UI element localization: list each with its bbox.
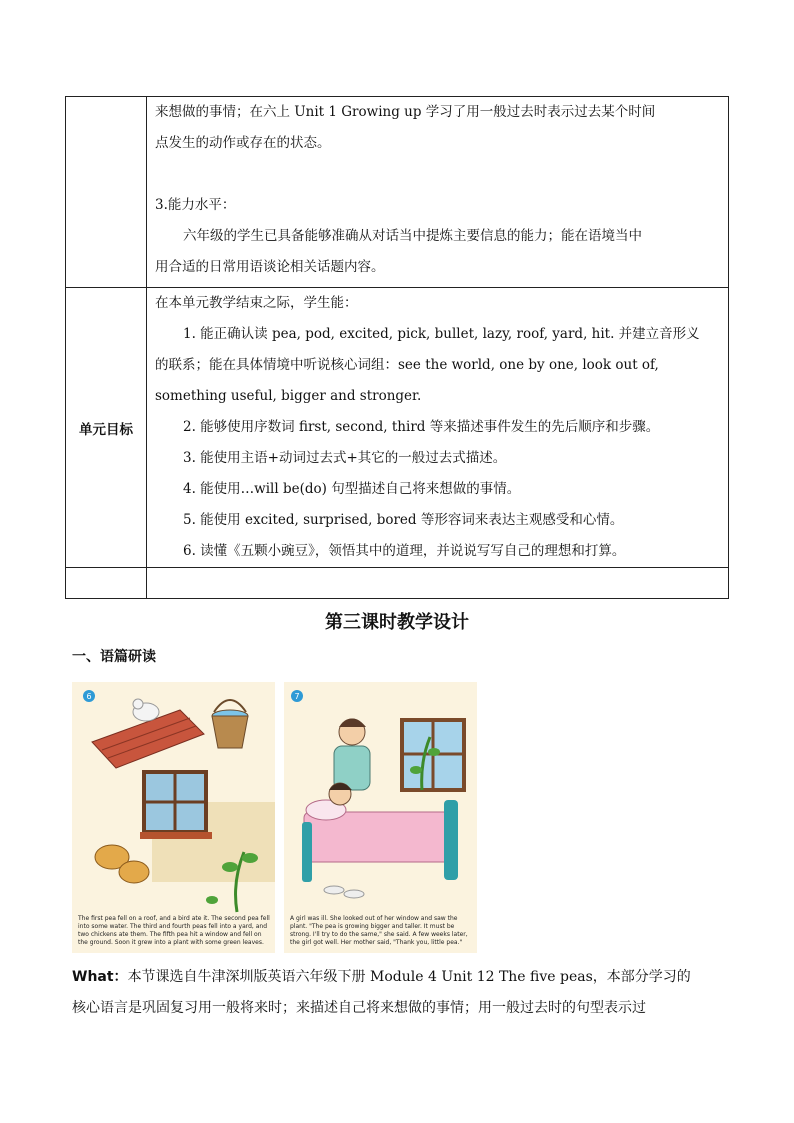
table-row (66, 97, 729, 288)
what-paragraph-cont: 核心语言是巩固复习用一般将来时；来描述自己将来想做的事情；用一般过去时的句型表示过 (72, 1000, 646, 1016)
panel-caption: A girl was ill. She looked out of her window and saw the plant. "The pea is growing bigger and taller. It must be strong. I'll try to do the same," she said. A few weeks later, the girl got well. Her mother said, "Thank you, little pea." (290, 915, 468, 946)
table-row (66, 568, 729, 599)
section-heading: 一、语篇研读 (72, 649, 156, 665)
goal-item: 5. 能使用 excited, surprised, bored 等形容词来表达主观感受和心情。 (183, 512, 624, 528)
goal-item: 3. 能使用主语+动词过去式+其它的一般过去式描述。 (183, 450, 507, 466)
row-label-empty (66, 568, 147, 599)
empty-cell (147, 568, 729, 599)
goal-item: 的联系；能在具体情境中听说核心词组：see the world, one by one, look out of, (155, 357, 659, 373)
unit-plan-table (65, 96, 729, 599)
panel-caption: The first pea fell on a roof, and a bird ate it. The second pea fell into some water. The third and fourth peas fell into a yard, and two chickens ate them. The fifth pea hit a window and fell on the ground. Soon it grew into a plant with some green leaves. (78, 915, 270, 946)
goal-item: something useful, bigger and stronger. (155, 388, 422, 404)
student-analysis-cell (147, 97, 729, 288)
text-line: 六年级的学生已具备能够准确从对话当中提炼主要信息的能力；能在语境当中 (183, 228, 642, 244)
text-line: 点发生的动作或存在的状态。 (155, 135, 331, 151)
goal-item: 2. 能够使用序数词 first, second, third 等来描述事件发生的先后顺序和步骤。 (183, 419, 660, 435)
what-label: What： (72, 969, 128, 985)
text-line: 来想做的事情；在六上 Unit 1 Growing up 学习了用一般过去时表示过去某个时间 (155, 104, 656, 120)
svg-text:7: 7 (294, 692, 300, 701)
what-paragraph: What：本节课选自牛津深圳版英语六年级下册 Module 4 Unit 12 The five peas，本部分学习的 (72, 969, 691, 985)
story-panel-7 (284, 682, 477, 953)
goal-item: 6. 读懂《五颗小豌豆》，领悟其中的道理，并说说写写自己的理想和打算。 (183, 543, 626, 559)
unit-goals-label: 单元目标 (66, 288, 147, 568)
chicken-icon (119, 861, 149, 883)
pea-falling-illustration (72, 682, 275, 914)
lesson-title: 第三课时教学设计 (325, 612, 469, 633)
row-label-empty (66, 97, 147, 288)
ability-heading: 3.能力水平： (155, 197, 236, 213)
goal-item: 4. 能使用…will be(do) 句型描述自己将来想做的事情。 (183, 481, 521, 497)
goals-intro: 在本单元教学结束之际，学生能： (155, 295, 358, 311)
sick-girl-illustration (284, 682, 477, 914)
svg-text:6: 6 (86, 692, 92, 701)
unit-goals-cell (147, 288, 729, 568)
goal-item: 1. 能正确认读 pea, pod, excited, pick, bullet, lazy, roof, yard, hit. 并建立音形义 (183, 326, 700, 342)
text-line: 用合适的日常用语谈论相关话题内容。 (155, 259, 385, 275)
story-panel-6 (72, 682, 275, 953)
table-row (66, 288, 729, 568)
